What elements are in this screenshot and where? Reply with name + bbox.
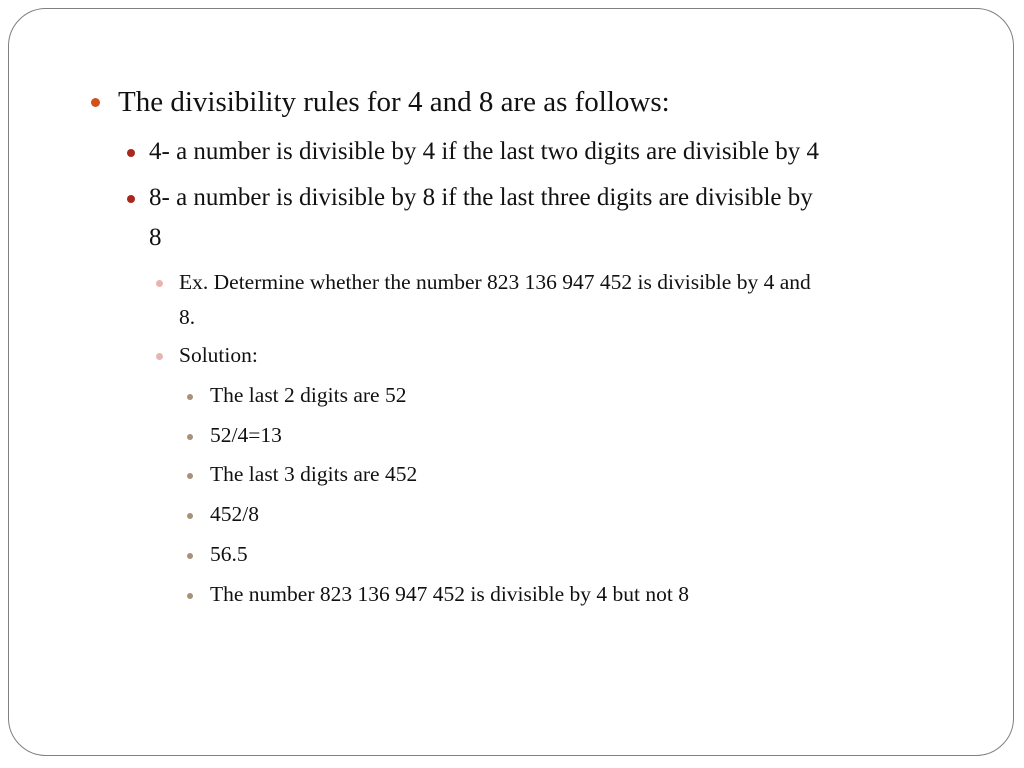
rule-4: 4- a number is divisible by 4 if the last two digits are divisible by 4 [149, 138, 820, 165]
solution-conclusion: The number 823 136 947 452 is divisible by 4 but not 8 [210, 582, 689, 606]
example-question-continued: 8. [179, 305, 196, 329]
bullet-level3 [156, 280, 163, 287]
bullet-level4 [187, 394, 193, 400]
bullet-level3 [156, 353, 163, 360]
solution-step: 52/4=13 [210, 423, 282, 447]
bullet-level4 [187, 434, 193, 440]
solution-step: 56.5 [210, 542, 248, 566]
bullet-level2 [127, 195, 135, 203]
solution-step: The last 3 digits are 452 [210, 462, 418, 486]
rule-8-continued: 8 [149, 224, 162, 251]
bullet-level4 [187, 513, 193, 519]
rule-8: 8- a number is divisible by 8 if the last three digits are divisible by [149, 184, 813, 211]
solution-label: Solution: [179, 343, 258, 367]
bullet-level1 [91, 98, 100, 107]
bullet-level4 [187, 473, 193, 479]
rule-heading: The divisibility rules for 4 and 8 are as follows: [118, 86, 670, 118]
example-question: Ex. Determine whether the number 823 136 947 452 is divisible by 4 and [179, 270, 811, 294]
bullet-level2 [127, 149, 135, 157]
solution-step: The last 2 digits are 52 [210, 383, 407, 407]
bullet-level4 [187, 593, 193, 599]
solution-step: 452/8 [210, 502, 259, 526]
bullet-level4 [187, 553, 193, 559]
